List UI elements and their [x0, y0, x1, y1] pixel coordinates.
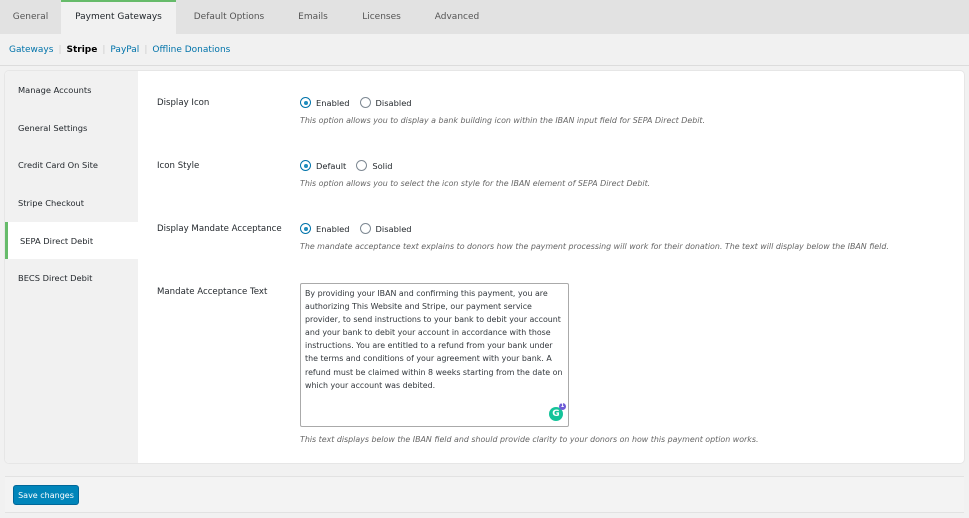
- tab-advanced[interactable]: Advanced: [434, 12, 480, 22]
- settings-content: [138, 71, 964, 463]
- radio-solid[interactable]: [356, 160, 392, 171]
- grammarly-icon[interactable]: [549, 403, 565, 421]
- subnav-paypal[interactable]: PayPal: [110, 45, 140, 55]
- tab-general[interactable]: General: [12, 12, 49, 22]
- gateway-subnav: [9, 45, 230, 55]
- stripe-sidebar: [5, 71, 138, 463]
- sidebar-item-becs-direct-debit[interactable]: BECS Direct Debit: [18, 273, 93, 284]
- sidebar-item-manage-accounts[interactable]: Manage Accounts: [18, 85, 92, 95]
- radio-unchecked-icon[interactable]: [360, 223, 371, 234]
- subnav-offline-donations[interactable]: Offline Donations: [152, 45, 231, 55]
- radio-label: Solid: [372, 160, 393, 171]
- radio-unchecked-icon[interactable]: [356, 160, 367, 171]
- setting-field: [300, 97, 705, 125]
- sidebar-item-credit-card-on-site[interactable]: Credit Card On Site: [18, 160, 98, 171]
- radio-label: Default: [316, 160, 347, 171]
- textarea-wrapper: [300, 283, 569, 427]
- divider: [0, 65, 969, 66]
- radio-enabled[interactable]: [300, 223, 350, 234]
- tab-emails[interactable]: Emails: [298, 12, 328, 22]
- setting-field: [300, 283, 758, 444]
- tab-payment-gateways[interactable]: Payment Gateways: [61, 0, 176, 34]
- tab-licenses[interactable]: Licenses: [362, 12, 401, 22]
- setting-description: The mandate acceptance text explains to donors how the payment processing will work for their donation. The text will display below the IBAN field.: [300, 242, 889, 251]
- radio-checked-icon[interactable]: [300, 160, 311, 171]
- radio-label: Disabled: [375, 97, 412, 108]
- radio-label: Disabled: [375, 223, 412, 234]
- sidebar-item-sepa-direct-debit[interactable]: SEPA Direct Debit: [5, 222, 138, 260]
- radio-checked-icon[interactable]: [300, 223, 311, 234]
- radio-enabled[interactable]: [300, 97, 350, 108]
- mandate-text-textarea[interactable]: [300, 283, 569, 427]
- setting-field: [300, 160, 650, 188]
- footer-bar: [5, 476, 964, 513]
- radio-group: [300, 160, 650, 171]
- separator: |: [58, 45, 62, 55]
- separator: |: [102, 45, 106, 55]
- radio-checked-icon[interactable]: [300, 97, 311, 108]
- save-changes-button[interactable]: Save changes: [13, 485, 79, 505]
- setting-label: Display Mandate Acceptance: [157, 224, 282, 234]
- settings-panel: [5, 71, 964, 463]
- setting-description: This option allows you to select the icon style for the IBAN element of SEPA Direct Debit.: [300, 179, 651, 188]
- radio-unchecked-icon[interactable]: [360, 97, 371, 108]
- grammarly-count-badge: 1: [560, 403, 565, 409]
- sidebar-item-general-settings[interactable]: General Settings: [18, 122, 88, 133]
- settings-tabs: [0, 0, 969, 34]
- radio-group: [300, 97, 705, 108]
- setting-label: Mandate Acceptance Text: [157, 287, 268, 297]
- subnav-stripe[interactable]: Stripe: [66, 45, 98, 55]
- setting-label: Icon Style: [157, 161, 200, 171]
- tab-default-options[interactable]: Default Options: [193, 12, 265, 22]
- radio-group: [300, 223, 889, 234]
- setting-description: This option allows you to display a bank building icon within the IBAN input field for SEPA Direct Debit.: [300, 116, 705, 125]
- grammarly-glyph: G: [552, 409, 560, 419]
- radio-default[interactable]: [300, 160, 346, 171]
- subnav-gateways[interactable]: Gateways: [9, 45, 54, 55]
- radio-label: Enabled: [316, 97, 350, 108]
- separator: |: [144, 45, 148, 55]
- radio-disabled[interactable]: [360, 97, 412, 108]
- setting-label: Display Icon: [157, 98, 210, 108]
- sidebar-item-stripe-checkout[interactable]: Stripe Checkout: [18, 198, 85, 209]
- setting-description: This text displays below the IBAN field and should provide clarity to your donors on how this payment option works.: [300, 435, 759, 444]
- setting-field: [300, 223, 889, 251]
- radio-label: Enabled: [316, 223, 350, 234]
- radio-disabled[interactable]: [360, 223, 412, 234]
